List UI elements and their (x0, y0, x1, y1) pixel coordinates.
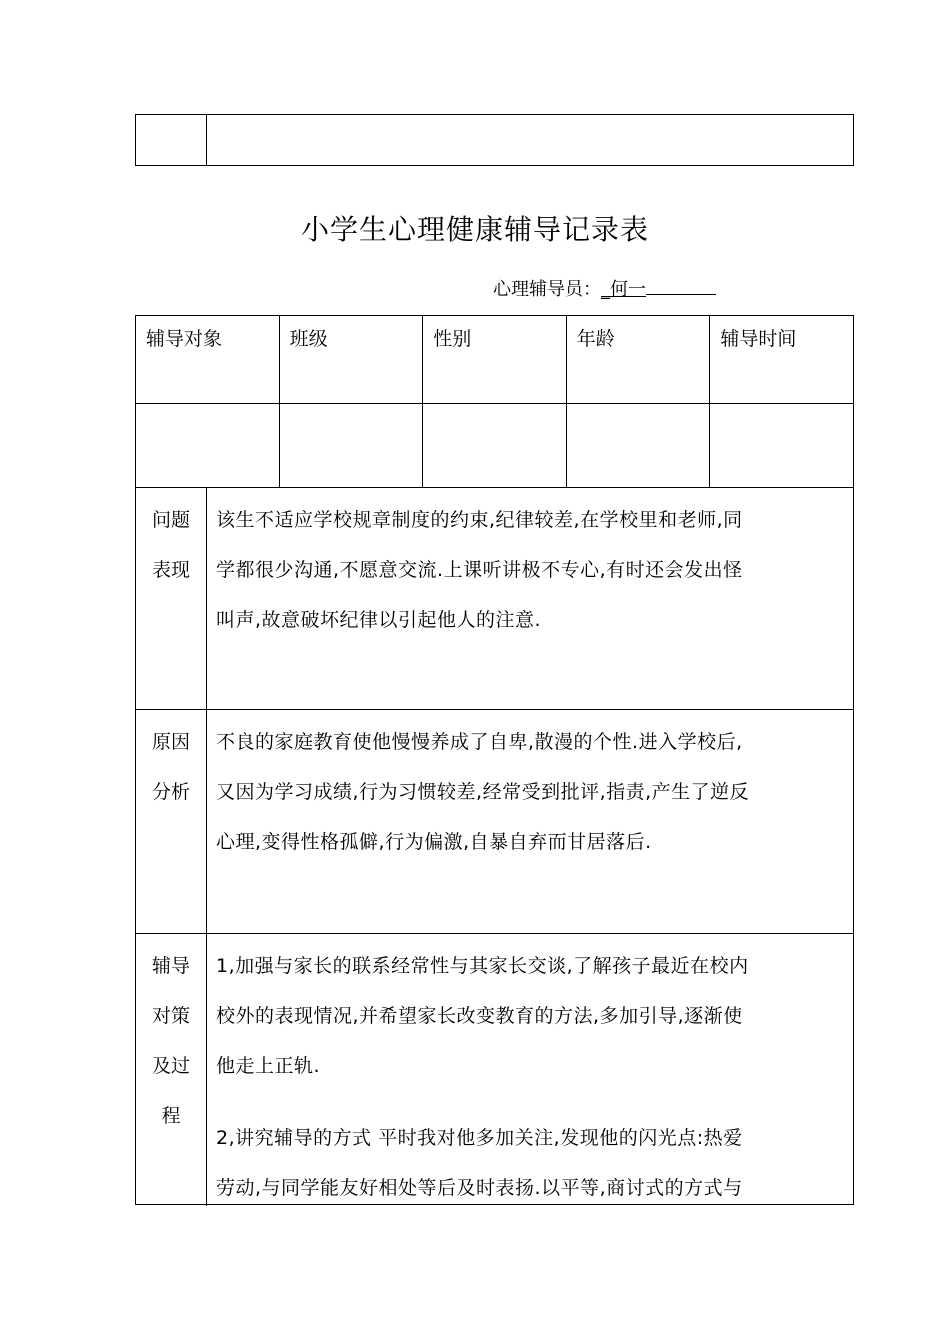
counselor-label: 心理辅导员： (493, 279, 601, 300)
header-cell-subject: 辅导对象 (136, 316, 280, 403)
table-column-divider (206, 115, 207, 165)
value-cell-class[interactable] (280, 403, 424, 487)
header-cell-time: 辅导时间 (720, 328, 797, 350)
header-cell-gender: 性别 (423, 316, 567, 403)
counselor-line (493, 275, 716, 301)
info-value-row (136, 403, 853, 488)
section-cause (136, 709, 853, 934)
paragraph: 1,加强与家长的联系经常性与其家长交谈,了解孩子最近在校内 校外的表现情况,并希望家长改变教育的方法,多加引导,逐渐使 他走上正轨. (216, 955, 749, 1077)
header-cell-age: 年龄 (567, 316, 711, 403)
section-label: 问题 表现 (136, 487, 207, 709)
header-cell-class: 班级 (280, 316, 424, 403)
paragraph: 不良的家庭教育使他慢慢养成了自卑,散漫的个性.进入学校后, 又因为学习成绩,行为习惯较差,经常受到批评,指责,产生了逆反 心理,变得性格孤僻,行为偏激,自暴自弃而甘居落后. (216, 731, 750, 853)
section-strategy (136, 933, 853, 1206)
section-content (216, 941, 841, 1213)
section-problem (136, 487, 853, 710)
section-content (216, 717, 841, 867)
counselor-name: _何一 (601, 279, 646, 300)
previous-table-stub (135, 114, 854, 166)
info-header-row (136, 316, 853, 404)
value-cell-age[interactable] (567, 403, 711, 487)
record-form (135, 315, 854, 1205)
paragraph: 2,讲究辅导的方式 平时我对他多加关注,发现他的闪光点:热爱 劳动,与同学能友好相处等后及时表扬.以平等,商讨式的方式与 (216, 1127, 743, 1199)
counselor-underline (646, 278, 716, 295)
section-content (216, 495, 841, 645)
paragraph: 该生不适应学校规章制度的约束,纪律较差,在学校里和老师,同 学都很少沟通,不愿意交流.上课听讲极不专心,有时还会发出怪 叫声,故意破坏纪律以引起他人的注意. (216, 509, 743, 631)
page-title: 小学生心理健康辅导记录表 (300, 213, 649, 246)
value-cell-subject[interactable] (136, 403, 280, 487)
section-label: 原因 分析 (136, 709, 207, 933)
section-label: 辅导 对策 及过 程 (136, 933, 207, 1206)
value-cell-gender[interactable] (423, 403, 567, 487)
value-cell-time[interactable] (710, 403, 853, 487)
